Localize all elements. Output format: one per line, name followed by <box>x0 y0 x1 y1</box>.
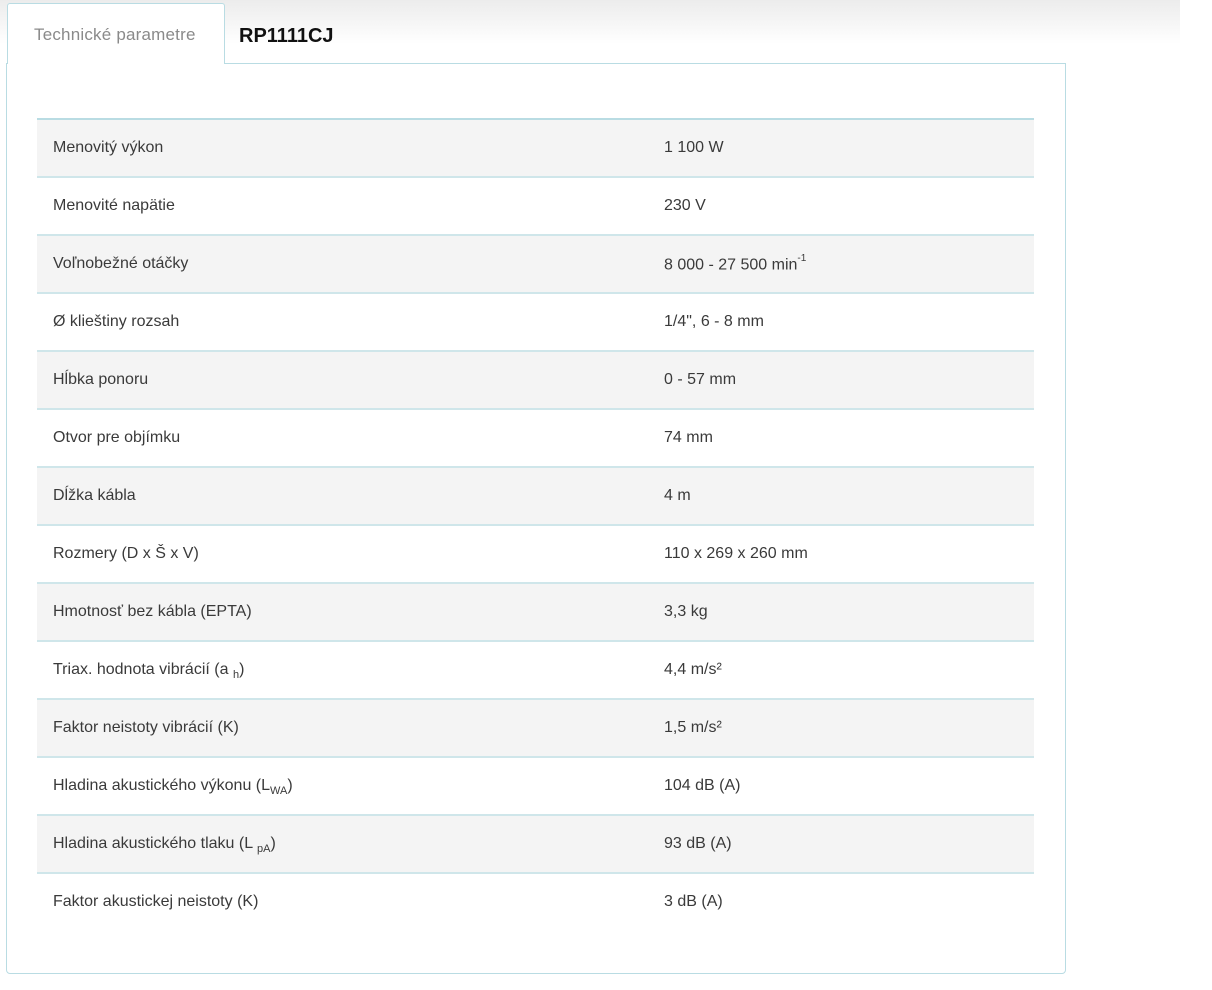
spec-label-text: Triax. hodnota vibrácií (a <box>53 661 233 678</box>
spec-value: 3,3 kg <box>664 603 708 620</box>
spec-label-end: ) <box>239 661 245 678</box>
spec-label: Menovitý výkon <box>53 139 164 156</box>
spec-label: Rozmery (D x Š x V) <box>53 545 199 562</box>
spec-label <box>53 835 276 855</box>
spec-row-collet-range <box>37 294 1034 352</box>
spec-label: Faktor akustickej neistoty (K) <box>53 893 259 910</box>
spec-label: Dĺžka kábla <box>53 487 136 504</box>
spec-label: Menovité napätie <box>53 197 175 214</box>
spec-row-sound-pressure <box>37 816 1034 874</box>
spec-value: 93 dB (A) <box>664 835 732 852</box>
spec-row-collar-opening <box>37 410 1034 468</box>
spec-row-acoustic-uncertainty <box>37 874 1034 930</box>
spec-value: 230 V <box>664 197 706 214</box>
spec-row-vibration-value <box>37 642 1034 700</box>
spec-label-end: ) <box>270 835 276 852</box>
spec-row-no-load-speed <box>37 236 1034 294</box>
spec-value-text: 8 000 - 27 500 min <box>664 256 798 274</box>
spec-value: 104 dB (A) <box>664 777 741 794</box>
spec-table <box>37 118 1034 930</box>
spec-row-rated-voltage <box>37 178 1034 236</box>
spec-value: 74 mm <box>664 429 713 446</box>
spec-value <box>664 255 806 274</box>
spec-label <box>53 661 244 681</box>
spec-row-cable-length <box>37 468 1034 526</box>
spec-label: Voľnobežné otáčky <box>53 255 189 272</box>
spec-value: 4,4 m/s² <box>664 661 722 678</box>
spec-label: Ø klieštiny rozsah <box>53 313 180 330</box>
spec-label <box>53 777 293 797</box>
spec-value-superscript: -1 <box>797 253 807 264</box>
spec-label: Faktor neistoty vibrácií (K) <box>53 719 239 736</box>
spec-row-sound-power <box>37 758 1034 816</box>
spec-value: 1/4", 6 - 8 mm <box>664 313 764 330</box>
spec-row-vibration-uncertainty <box>37 700 1034 758</box>
spec-value: 4 m <box>664 487 691 504</box>
spec-value: 1,5 m/s² <box>664 719 722 736</box>
spec-label-text: Hladina akustického výkonu (L <box>53 777 271 794</box>
spec-label: Hĺbka ponoru <box>53 371 149 388</box>
spec-label-subscript: h <box>232 669 240 682</box>
spec-label-subscript: WA <box>270 785 288 798</box>
spec-row-rated-power <box>37 120 1034 178</box>
spec-row-weight <box>37 584 1034 642</box>
spec-label: Hmotnosť bez kábla (EPTA) <box>53 603 252 620</box>
spec-label-text: Hladina akustického tlaku (L <box>53 835 257 852</box>
tab-label: Technické parametre <box>34 25 196 44</box>
spec-row-dimensions <box>37 526 1034 584</box>
spec-value: 3 dB (A) <box>664 893 723 910</box>
tab-technical-parameters[interactable] <box>7 3 225 64</box>
spec-value: 0 - 57 mm <box>664 371 737 388</box>
spec-row-plunge-depth <box>37 352 1034 410</box>
spec-label-subscript: pA <box>256 843 271 856</box>
spec-label-end: ) <box>287 777 293 794</box>
spec-label: Otvor pre objímku <box>53 429 181 446</box>
product-code: RP1111CJ <box>239 25 334 47</box>
spec-value: 1 100 W <box>664 139 724 156</box>
spec-value: 110 x 269 x 260 mm <box>664 545 808 562</box>
